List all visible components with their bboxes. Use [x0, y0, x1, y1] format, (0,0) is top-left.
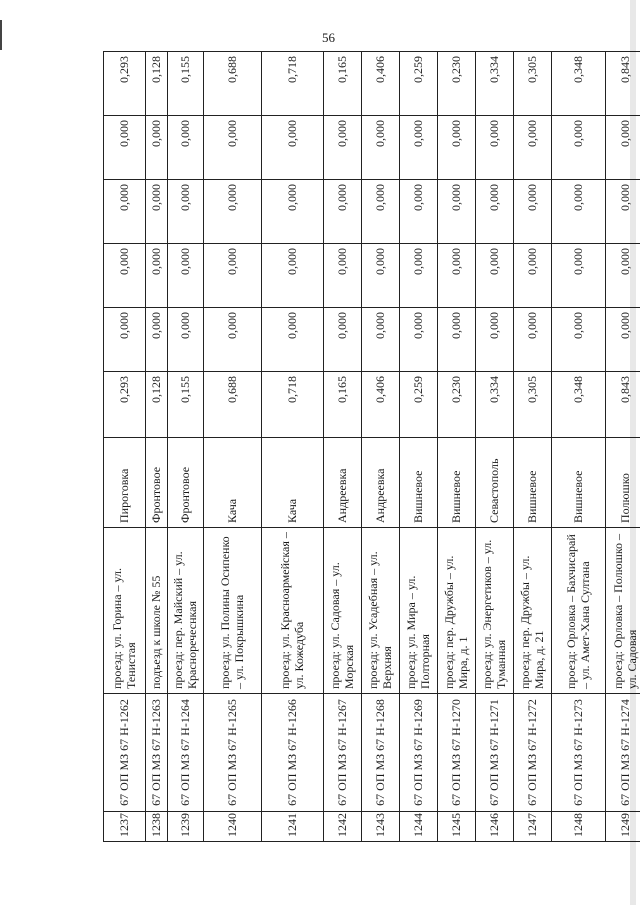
- cell-road-code: 67 ОП МЗ 67 Н-1265: [204, 694, 262, 812]
- cell-length-v3: 0,000: [476, 180, 514, 244]
- cell-row-number: 1248: [552, 812, 606, 842]
- cell-length-v4: 0,000: [146, 116, 168, 180]
- cell-length-v2: 0,000: [552, 244, 606, 308]
- scan-edge-mark: [0, 20, 2, 50]
- cell-length-total: 0,688: [204, 372, 262, 438]
- cell-settlement: Фронтовое: [146, 438, 168, 528]
- cell-road-code: 67 ОП МЗ 67 Н-1266: [262, 694, 324, 812]
- cell-road-code: 67 ОП МЗ 67 Н-1274: [606, 694, 640, 812]
- table-row: [476, 52, 514, 842]
- cell-length-v3: 0,000: [324, 180, 362, 244]
- cell-road-code: 67 ОП МЗ 67 Н-1269: [400, 694, 438, 812]
- cell-settlement: Вишневое: [400, 438, 438, 528]
- cell-row-number: 1246: [476, 812, 514, 842]
- cell-settlement: Пироговка: [104, 438, 146, 528]
- table-row: [168, 52, 204, 842]
- cell-road-name: проезд: пер. Дружбы – ул. Мира, д. 21: [514, 528, 552, 694]
- cell-length-v1: 0,000: [514, 308, 552, 372]
- cell-road-name: проезд: ул. Горина – ул. Тенистая: [104, 528, 146, 694]
- cell-length-v5: 0,348: [552, 52, 606, 116]
- cell-row-number: 1241: [262, 812, 324, 842]
- cell-length-v1: 0,000: [362, 308, 400, 372]
- cell-length-v3: 0,000: [438, 180, 476, 244]
- cell-length-v1: 0,000: [438, 308, 476, 372]
- cell-length-v4: 0,000: [552, 116, 606, 180]
- cell-length-v1: 0,000: [262, 308, 324, 372]
- cell-settlement: Вишневое: [438, 438, 476, 528]
- cell-settlement: Вишневое: [552, 438, 606, 528]
- cell-road-name: проезд: ул. Красноармейская – ул. Кожедуба: [262, 528, 324, 694]
- cell-length-v3: 0,000: [362, 180, 400, 244]
- cell-length-v3: 0,000: [514, 180, 552, 244]
- cell-road-code: 67 ОП МЗ 67 Н-1268: [362, 694, 400, 812]
- cell-road-name: проезд: пер. Майский – ул. Красноречеснкая: [168, 528, 204, 694]
- cell-length-v1: 0,000: [168, 308, 204, 372]
- roads-table: [103, 51, 640, 842]
- cell-length-v5: 0,128: [146, 52, 168, 116]
- cell-settlement: Вишневое: [514, 438, 552, 528]
- cell-road-code: 67 ОП МЗ 67 Н-1264: [168, 694, 204, 812]
- cell-length-total: 0,718: [262, 372, 324, 438]
- cell-length-v3: 0,000: [204, 180, 262, 244]
- cell-length-v4: 0,000: [606, 116, 640, 180]
- table-row: [262, 52, 324, 842]
- cell-row-number: 1243: [362, 812, 400, 842]
- table-row: [146, 52, 168, 842]
- cell-settlement: Фронтовое: [168, 438, 204, 528]
- cell-length-v5: 0,165: [324, 52, 362, 116]
- cell-length-v5: 0,334: [476, 52, 514, 116]
- cell-length-v2: 0,000: [204, 244, 262, 308]
- cell-row-number: 1238: [146, 812, 168, 842]
- cell-length-v4: 0,000: [324, 116, 362, 180]
- cell-length-v4: 0,000: [514, 116, 552, 180]
- cell-road-name: подъезд к школе № 55: [146, 528, 168, 694]
- table-row: [324, 52, 362, 842]
- cell-length-total: 0,128: [146, 372, 168, 438]
- table-row: [552, 52, 606, 842]
- cell-length-v2: 0,000: [476, 244, 514, 308]
- cell-length-v1: 0,000: [324, 308, 362, 372]
- cell-road-name: проезд: пер. Дружбы – ул. Мира, д. 1: [438, 528, 476, 694]
- cell-length-v4: 0,000: [262, 116, 324, 180]
- cell-length-v3: 0,000: [606, 180, 640, 244]
- cell-length-total: 0,406: [362, 372, 400, 438]
- cell-settlement: Кача: [262, 438, 324, 528]
- cell-length-v2: 0,000: [104, 244, 146, 308]
- cell-length-v1: 0,000: [204, 308, 262, 372]
- cell-length-total: 0,843: [606, 372, 640, 438]
- table-row: [362, 52, 400, 842]
- cell-length-total: 0,293: [104, 372, 146, 438]
- cell-row-number: 1242: [324, 812, 362, 842]
- cell-length-v5: 0,305: [514, 52, 552, 116]
- cell-row-number: 1239: [168, 812, 204, 842]
- cell-length-v3: 0,000: [104, 180, 146, 244]
- cell-length-v1: 0,000: [146, 308, 168, 372]
- cell-road-code: 67 ОП МЗ 67 Н-1267: [324, 694, 362, 812]
- cell-length-v2: 0,000: [362, 244, 400, 308]
- cell-length-total: 0,155: [168, 372, 204, 438]
- cell-length-v4: 0,000: [168, 116, 204, 180]
- cell-length-total: 0,305: [514, 372, 552, 438]
- cell-road-code: 67 ОП МЗ 67 Н-1262: [104, 694, 146, 812]
- cell-road-code: 67 ОП МЗ 67 Н-1273: [552, 694, 606, 812]
- cell-road-code: 67 ОП МЗ 67 Н-1272: [514, 694, 552, 812]
- cell-length-v3: 0,000: [552, 180, 606, 244]
- roads-table-container: [103, 52, 639, 842]
- cell-settlement: Кача: [204, 438, 262, 528]
- cell-length-total: 0,348: [552, 372, 606, 438]
- cell-road-name: проезд: ул. Энергетиков – ул. Туманная: [476, 528, 514, 694]
- cell-length-v4: 0,000: [204, 116, 262, 180]
- cell-length-v5: 0,293: [104, 52, 146, 116]
- cell-settlement: Севастополь: [476, 438, 514, 528]
- cell-length-v1: 0,000: [552, 308, 606, 372]
- cell-length-total: 0,334: [476, 372, 514, 438]
- cell-row-number: 1244: [400, 812, 438, 842]
- cell-length-v2: 0,000: [606, 244, 640, 308]
- table-row: [514, 52, 552, 842]
- cell-length-v3: 0,000: [146, 180, 168, 244]
- cell-road-name: проезд: ул. Мира – ул. Полторная: [400, 528, 438, 694]
- cell-length-v2: 0,000: [262, 244, 324, 308]
- cell-road-code: 67 ОП МЗ 67 Н-1270: [438, 694, 476, 812]
- cell-row-number: 1249: [606, 812, 640, 842]
- cell-length-v4: 0,000: [476, 116, 514, 180]
- cell-length-v3: 0,000: [400, 180, 438, 244]
- cell-length-v2: 0,000: [146, 244, 168, 308]
- table-row: [438, 52, 476, 842]
- cell-length-total: 0,230: [438, 372, 476, 438]
- cell-length-v5: 0,155: [168, 52, 204, 116]
- table-row: [104, 52, 146, 842]
- cell-length-v2: 0,000: [400, 244, 438, 308]
- cell-road-code: 67 ОП МЗ 67 Н-1271: [476, 694, 514, 812]
- cell-length-v5: 0,259: [400, 52, 438, 116]
- table-row: [400, 52, 438, 842]
- cell-length-v4: 0,000: [400, 116, 438, 180]
- cell-length-v2: 0,000: [324, 244, 362, 308]
- table-row: [204, 52, 262, 842]
- cell-row-number: 1237: [104, 812, 146, 842]
- cell-length-v2: 0,000: [438, 244, 476, 308]
- cell-row-number: 1240: [204, 812, 262, 842]
- cell-length-total: 0,165: [324, 372, 362, 438]
- cell-length-v3: 0,000: [262, 180, 324, 244]
- cell-road-name: проезд: ул. Полины Осипенко – ул. Покрышкина: [204, 528, 262, 694]
- cell-row-number: 1245: [438, 812, 476, 842]
- cell-length-v5: 0,230: [438, 52, 476, 116]
- cell-length-v1: 0,000: [400, 308, 438, 372]
- cell-length-v3: 0,000: [168, 180, 204, 244]
- cell-length-total: 0,259: [400, 372, 438, 438]
- cell-length-v2: 0,000: [514, 244, 552, 308]
- cell-row-number: 1247: [514, 812, 552, 842]
- cell-length-v5: 0,718: [262, 52, 324, 116]
- cell-length-v4: 0,000: [104, 116, 146, 180]
- table-body: [104, 52, 640, 842]
- cell-length-v2: 0,000: [168, 244, 204, 308]
- cell-length-v1: 0,000: [476, 308, 514, 372]
- cell-length-v5: 0,843: [606, 52, 640, 116]
- cell-length-v4: 0,000: [438, 116, 476, 180]
- cell-road-code: 67 ОП МЗ 67 Н-1263: [146, 694, 168, 812]
- cell-road-name: проезд: ул. Садовая – ул. Морская: [324, 528, 362, 694]
- cell-road-name: проезд: ул. Усадебная – ул. Верхняя: [362, 528, 400, 694]
- cell-road-name: проезд: Орловка – Бахчисарай – ул. Амет-Хана Султана: [552, 528, 606, 694]
- cell-length-v5: 0,406: [362, 52, 400, 116]
- table-row: [606, 52, 640, 842]
- cell-length-v5: 0,688: [204, 52, 262, 116]
- cell-length-v1: 0,000: [606, 308, 640, 372]
- cell-length-v1: 0,000: [104, 308, 146, 372]
- cell-length-v4: 0,000: [362, 116, 400, 180]
- cell-settlement: Андреевка: [362, 438, 400, 528]
- page-number: 56: [322, 30, 335, 45]
- cell-road-name: проезд: Орловка – Полюшко – ул. Садовая: [606, 528, 640, 694]
- cell-settlement: Полюшко: [606, 438, 640, 528]
- cell-settlement: Андреевка: [324, 438, 362, 528]
